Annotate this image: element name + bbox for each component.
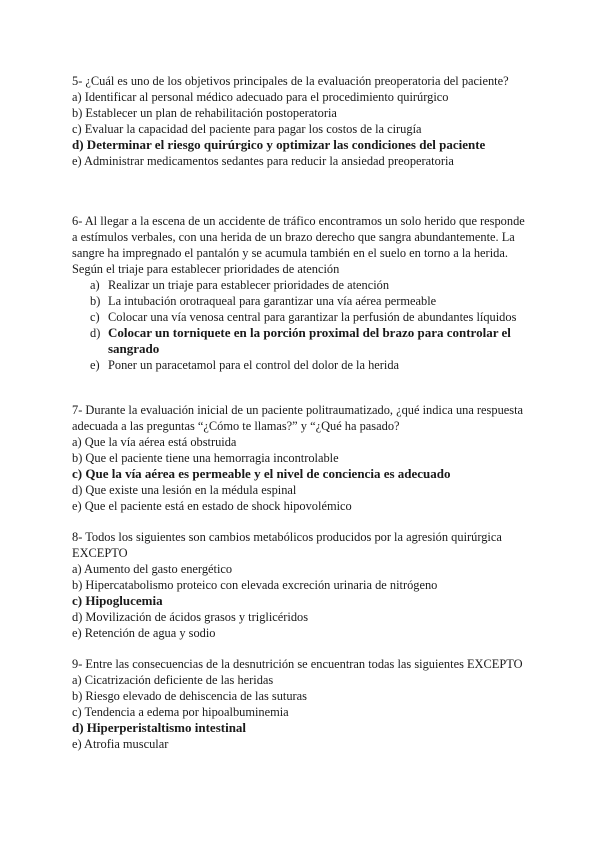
option-label: b)	[90, 294, 101, 308]
option-text: Colocar una vía venosa central para garantizar la perfusión de abundantes líquidos	[108, 310, 517, 324]
option-c-correct: c) Que la vía aérea es permeable y el nivel de conciencia es adecuado	[72, 466, 451, 481]
option-a: a) Cicatrización deficiente de las heridas	[72, 673, 274, 687]
option-a: a) Que la vía aérea está obstruida	[72, 435, 237, 449]
option-c: c) Evaluar la capacidad del paciente para pagar los costos de la cirugía	[72, 122, 422, 136]
question-7	[72, 402, 528, 514]
option-e: e) Que el paciente está en estado de shock hipovolémico	[72, 499, 352, 513]
question-9	[72, 656, 528, 752]
option-c-correct: c) Hipoglucemia	[72, 593, 163, 608]
option-label: c)	[90, 310, 100, 324]
option-b: b) Riesgo elevado de dehiscencia de las suturas	[72, 689, 307, 703]
option-e: e) Atrofia muscular	[72, 737, 169, 751]
question-6	[72, 213, 528, 373]
option-b: b) Hipercatabolismo proteico con elevada excreción urinaria de nitrógeno	[72, 578, 438, 592]
option-a	[72, 277, 528, 293]
option-e: e) Retención de agua y sodio	[72, 626, 216, 640]
option-d-correct	[72, 325, 528, 357]
option-b: b) Que el paciente tiene una hemorragia incontrolable	[72, 451, 339, 465]
option-d: d) Que existe una lesión en la médula espinal	[72, 483, 297, 497]
option-a: a) Aumento del gasto energético	[72, 562, 233, 576]
option-text: Colocar un torniquete en la porción proximal del brazo para controlar el sangrado	[108, 325, 511, 356]
question-5-stem: 5- ¿Cuál es uno de los objetivos principales de la evaluación preoperatoria del paciente?	[72, 74, 509, 88]
question-5	[72, 73, 528, 169]
option-d-correct: d) Determinar el riesgo quirúrgico y optimizar las condiciones del paciente	[72, 137, 486, 152]
option-a: a) Identificar al personal médico adecuado para el procedimiento quirúrgico	[72, 90, 449, 104]
question-6-options	[72, 277, 528, 373]
option-e	[72, 357, 528, 373]
option-d-correct: d) Hiperperistaltismo intestinal	[72, 720, 247, 735]
question-6-stem: 6- Al llegar a la escena de un accidente de tráfico encontramos un solo herido que responde a estímulos verbales, con una herida de un brazo derecho que sangra abundantemente. La sangre ha impregnado el pantalón y se acumula también en el suelo en torno a la herida. Según el triaje para establecer prioridades de atención	[72, 214, 525, 276]
option-c	[72, 309, 528, 325]
option-b: b) Establecer un plan de rehabilitación postoperatoria	[72, 106, 337, 120]
option-c: c) Tendencia a edema por hipoalbuminemia	[72, 705, 289, 719]
option-label: e)	[90, 358, 100, 372]
option-label: d)	[90, 326, 101, 340]
option-text: La intubación orotraqueal para garantizar una vía aérea permeable	[108, 294, 437, 308]
option-label: a)	[90, 278, 100, 292]
question-7-stem: 7- Durante la evaluación inicial de un paciente politraumatizado, ¿qué indica una respuesta adecuada a las preguntas “¿Cómo te llamas?” y “¿Qué ha pasado?	[72, 403, 524, 433]
option-d: d) Movilización de ácidos grasos y triglicéridos	[72, 610, 309, 624]
option-e: e) Administrar medicamentos sedantes para reducir la ansiedad preoperatoria	[72, 154, 454, 168]
question-9-stem: 9- Entre las consecuencias de la desnutrición se encuentran todas las siguientes EXCEPTO	[72, 657, 523, 671]
question-8-stem: 8- Todos los siguientes son cambios metabólicos producidos por la agresión quirúrgica EXCEPTO	[72, 530, 502, 560]
option-b	[72, 293, 528, 309]
option-text: Realizar un triaje para establecer prioridades de atención	[108, 278, 390, 292]
option-text: Poner un paracetamol para el control del dolor de la herida	[108, 358, 400, 372]
question-8	[72, 529, 528, 641]
